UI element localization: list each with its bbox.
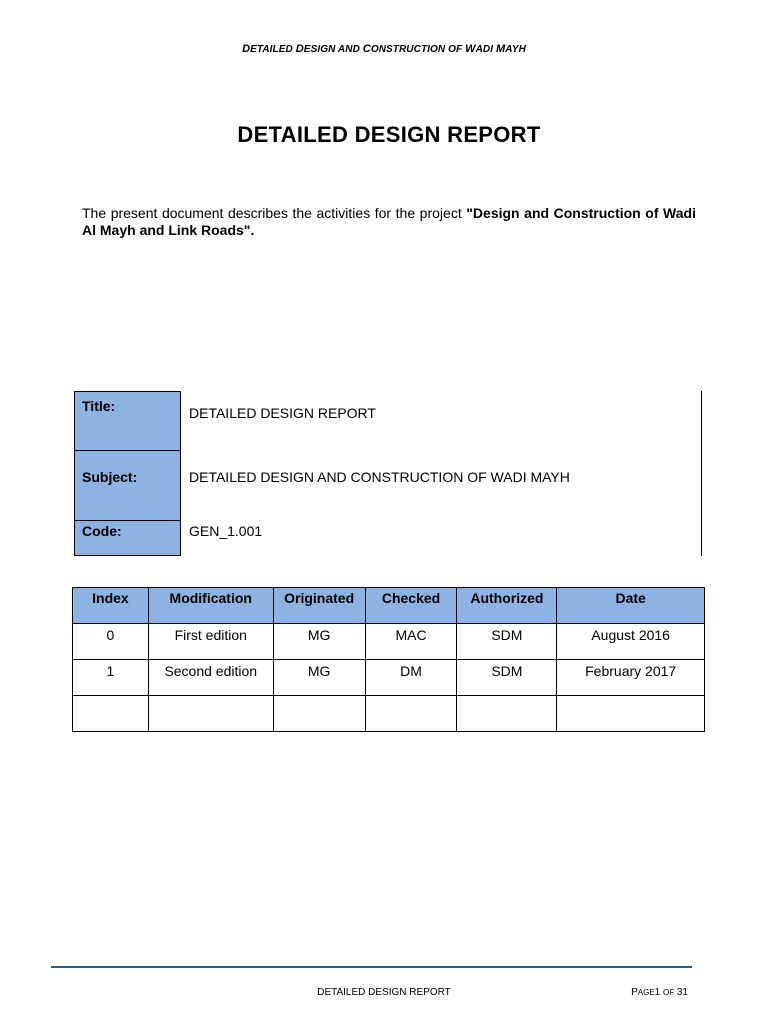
document-title: DETAILED DESIGN REPORT bbox=[237, 122, 541, 147]
cell-date bbox=[557, 696, 705, 732]
table-row bbox=[73, 624, 705, 660]
intro-project-name: "Design and Construction of Wadi Al Mayh and Link Roads". bbox=[82, 205, 696, 238]
header-part-4: WADI bbox=[465, 43, 496, 55]
document-info-table bbox=[74, 391, 702, 556]
cell-authorized bbox=[457, 696, 557, 732]
title-value: DETAILED DESIGN REPORT bbox=[189, 405, 376, 421]
cell-index: 1 bbox=[73, 660, 149, 696]
col-header-originated: Originated bbox=[273, 588, 365, 624]
intro-paragraph bbox=[82, 205, 696, 239]
header-part-5: MAYH bbox=[495, 43, 526, 55]
header-part-1: DETAILED bbox=[242, 43, 296, 55]
revision-table bbox=[72, 587, 705, 732]
header-part-2: DESIGN AND bbox=[295, 43, 363, 55]
cell-index: 0 bbox=[73, 624, 149, 660]
footer-title: DETAILED DESIGN REPORT bbox=[317, 987, 451, 998]
header-part-3: CONSTRUCTION OF bbox=[362, 43, 466, 55]
col-header-authorized: Authorized bbox=[457, 588, 557, 624]
code-label: Code: bbox=[74, 520, 181, 556]
code-value: GEN_1.001 bbox=[189, 523, 263, 539]
table-row bbox=[73, 696, 705, 732]
cell-index bbox=[73, 696, 149, 732]
cell-checked bbox=[365, 696, 457, 732]
col-header-index: Index bbox=[73, 588, 149, 624]
info-table-border bbox=[701, 391, 702, 556]
cell-authorized: SDM bbox=[457, 660, 557, 696]
cell-modification: Second edition bbox=[148, 660, 273, 696]
cell-originated: MG bbox=[273, 660, 365, 696]
col-header-checked: Checked bbox=[365, 588, 457, 624]
running-header bbox=[0, 43, 768, 55]
revision-header-row bbox=[73, 588, 705, 624]
page-number: PAGE1 OF 31 bbox=[631, 987, 688, 998]
subject-label: Subject: bbox=[74, 450, 181, 521]
col-header-modification: Modification bbox=[148, 588, 273, 624]
subject-value: DETAILED DESIGN AND CONSTRUCTION OF WADI MAYH bbox=[189, 469, 570, 485]
cell-date: February 2017 bbox=[557, 660, 705, 696]
footer-divider bbox=[51, 966, 692, 968]
cell-modification: First edition bbox=[148, 624, 273, 660]
cell-originated bbox=[273, 696, 365, 732]
cell-originated: MG bbox=[273, 624, 365, 660]
col-header-date: Date bbox=[557, 588, 705, 624]
table-row bbox=[73, 660, 705, 696]
cell-checked: DM bbox=[365, 660, 457, 696]
intro-text: The present document describes the activities for the project bbox=[82, 205, 467, 221]
title-label: Title: bbox=[74, 391, 181, 451]
cell-date: August 2016 bbox=[557, 624, 705, 660]
cell-modification bbox=[148, 696, 273, 732]
cell-authorized: SDM bbox=[457, 624, 557, 660]
cell-checked: MAC bbox=[365, 624, 457, 660]
